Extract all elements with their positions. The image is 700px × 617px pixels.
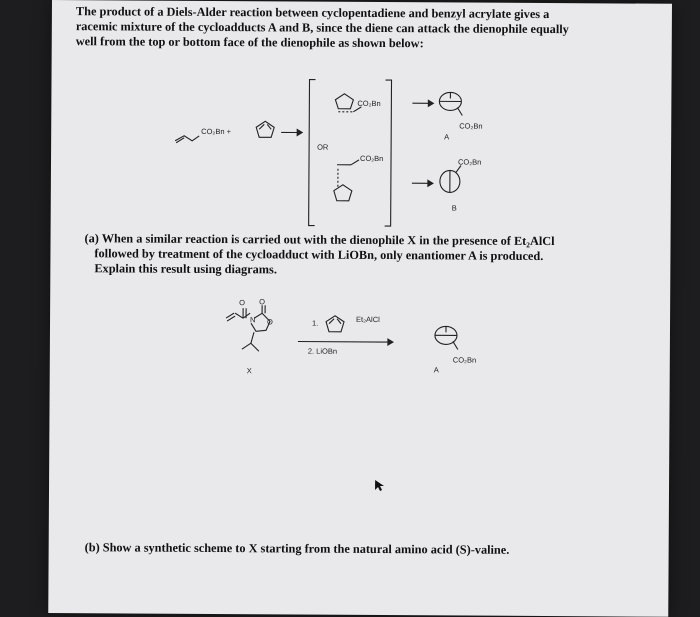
label-x: X xyxy=(247,366,252,375)
part-a-paragraph xyxy=(84,231,554,279)
product-a-structure xyxy=(439,92,462,115)
product-a-scheme2-structure xyxy=(435,326,458,349)
benzyl-acrylate-structure xyxy=(175,136,199,141)
intro-line-2: racemic mixture of the cycloadducts A and B, since the diene can attack the dienophile equally xyxy=(76,19,569,37)
carbonyl-o-right: O xyxy=(259,297,265,306)
product-co2bn-label: CO₂Bn xyxy=(453,355,476,364)
et2alcl-label: Et₂AlCl xyxy=(356,315,380,324)
top-approach-diene xyxy=(335,94,353,109)
oxazolidinone-x-structure xyxy=(226,305,270,351)
lioBn-label: 2. LiOBn xyxy=(308,347,337,356)
product-b-label: CO₂Bn xyxy=(458,157,481,166)
part-a-line-3: Explain this result using diagrams. xyxy=(84,261,554,279)
step-1-label: 1. xyxy=(312,319,318,328)
cyclopentadiene-structure xyxy=(256,121,274,137)
cyclopentadiene-reagent xyxy=(326,316,344,332)
label-a-scheme2: A xyxy=(434,365,439,374)
bracket-left xyxy=(309,80,316,226)
carbonyl-o-left: O xyxy=(239,298,245,307)
or-label: OR xyxy=(317,143,328,152)
intro-line-3: well from the top or bottom face of the dienophile as shown below: xyxy=(76,34,569,52)
mouse-cursor-icon xyxy=(375,480,385,492)
part-a-line-2: followed by treatment of the cycloadduct with LiOBn, only enantiomer A is produced. xyxy=(84,246,554,264)
diels-alder-scheme xyxy=(48,0,672,617)
bracket-right xyxy=(385,80,392,226)
bottom-approach-diene xyxy=(334,185,352,201)
part-b-text: (b) Show a synthetic scheme to X starting from the natural amino acid (S)-valine. xyxy=(85,540,510,558)
top-ts-label: CO₂Bn xyxy=(357,99,380,108)
worksheet-page xyxy=(48,0,672,617)
nitrogen-label: N xyxy=(250,315,255,324)
benzyl-acrylate-label: CO₂Bn + xyxy=(201,127,231,136)
part-a-line-1: (a) When a similar reaction is carried out with the dienophile X in the presence of Et₂AlCl xyxy=(84,231,554,249)
label-a: A xyxy=(444,132,449,141)
product-a-label: CO₂Bn xyxy=(459,121,482,130)
label-b: B xyxy=(452,203,457,212)
bottom-ts-label: CO₂Bn xyxy=(360,154,383,163)
intro-line-1: The product of a Diels-Alder reaction between cyclopentadiene and benzyl acrylate gives a xyxy=(76,4,569,22)
ring-oxygen-label: O xyxy=(267,317,273,326)
reaction-arrow-scheme2 xyxy=(298,342,388,343)
product-b-structure xyxy=(440,165,461,192)
